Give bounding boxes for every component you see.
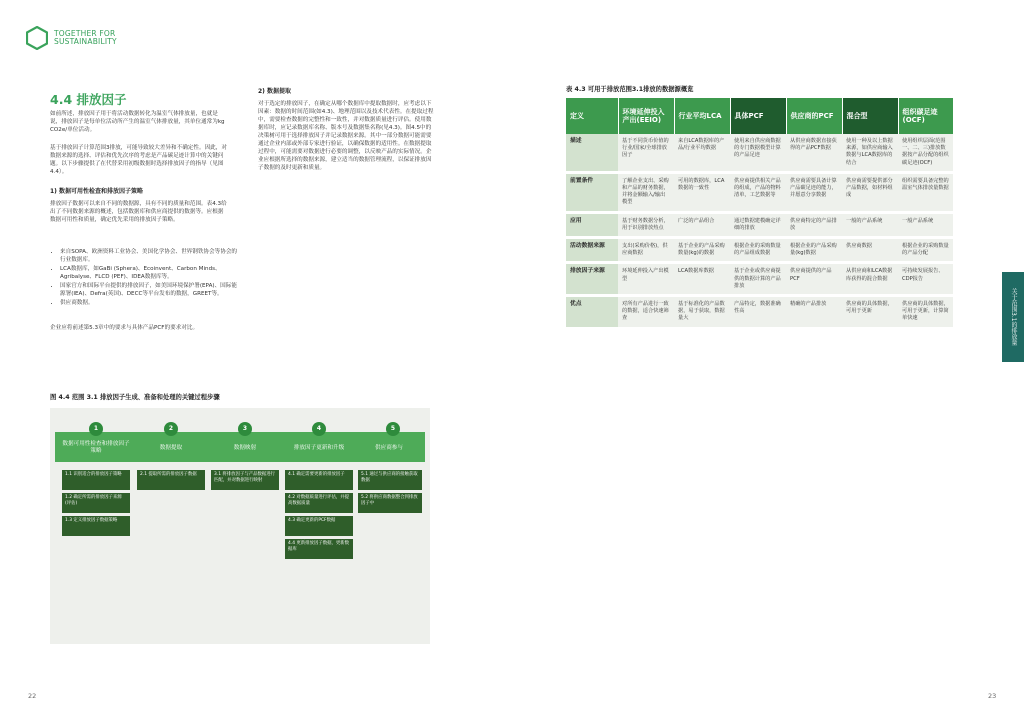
hexagon-icon (26, 26, 48, 50)
logo-line-1: TOGETHER FOR (54, 29, 116, 38)
table-row (566, 296, 953, 329)
step-head-5: 供应商参与 (375, 444, 403, 451)
step-box-1-2: 1.2 确定所需的排放因子来源(评估) (62, 493, 130, 513)
table-cell: 供应商需要提供部分产品数据，如材料组成 (842, 172, 898, 212)
row-label: 前置条件 (566, 172, 618, 212)
section-title: 4.4 排放因子 (50, 92, 127, 107)
column-header: 供应商的PCF (786, 98, 842, 134)
table-cell: 供应商需要具备计算产品碳足迹的能力，并愿意分享数据 (786, 172, 842, 212)
table-cell: 可持续发展报告、CDP报告 (898, 263, 953, 296)
step-box-2-1: 2.1 提取所需的排放因子数据 (137, 470, 205, 490)
column-header: 定义 (566, 98, 618, 134)
column2-paragraph: 对于选定的排放因子，在确定从哪个数据库中提取数据时，应考虑以下因素：数据的时间范围(如4.3)、地理范围以及技术代表性。在提取过程中，需要检查数据的完整性和一致性，并对数据质量进行评估。使用数据库时，应记录数据库名称、版本号及数据集名称(见4.3)。图4.5中的决策树可用于选择排放因子并记录数据来源。其中一部分数据可能需要通过企业内部或外部专家进行验证，以确保数据的适用性。在数据提取过程中，可能需要对数据进行必要的调整，以反映产品的实际情况。企业应根据所选择的数据来源，建立适当的数据管理流程，以保证排放因子数据的及时更新和质量。 (258, 101, 434, 171)
column-header: 环境延伸投入产出(EEIO) (618, 98, 674, 134)
paragraph-3: 排放因子数据可以来自不同的数据源，具有不同的质量和范围。表4.3给出了不同数据来源的概述，包括数据库和供应商提供的数据等。应根据数据可用性和质量，确定优先采用的排放因子策略。 (50, 201, 227, 223)
step-number-4: 4 (312, 422, 326, 436)
table-row (566, 238, 953, 263)
row-label: 应用 (566, 212, 618, 237)
step-head-1: 数据可用性检查和排放因子策略 (62, 441, 130, 454)
row-label: 活动数据来源 (566, 238, 618, 263)
table-row (566, 172, 953, 212)
step-number-3: 3 (238, 422, 252, 436)
bullet-list (50, 248, 238, 308)
step-box-5-2: 5.2 将供应商数据整合到排放因子中 (358, 493, 422, 513)
table-cell: 基于财务数据分析，用于识别排放热点 (618, 212, 674, 237)
table-cell: 使用组织层面(范围一、二、三)排放数据按产品分配的组织碳足迹(OCF) (898, 134, 953, 172)
step-box-1-1: 1.1 识别适合的排放因子策略 (62, 470, 130, 490)
data-source-table (566, 98, 954, 330)
page-number-left: 22 (28, 692, 37, 700)
table-header-row (566, 98, 953, 134)
step-box-1-3: 1.3 定义排放因子数据策略 (62, 516, 130, 536)
table-cell: 根据企业的产品采购量(kg)数据 (786, 238, 842, 263)
logo-text (54, 30, 117, 46)
step-number-2: 2 (164, 422, 178, 436)
step-head-2: 数据提取 (159, 444, 183, 451)
table-cell: 供应商的具体数据，可用于更新，计算简单快速 (898, 296, 953, 329)
table-cell: 从供应商数据直接获得的产品PCF数据 (786, 134, 842, 172)
table-cell: 基于不同货币价值的行业/国家/全球排放因子 (618, 134, 674, 172)
table-cell: 供应商特定的产品排放 (786, 212, 842, 237)
table-cell: 来自LCA数据库的产品/行业平均数据 (674, 134, 730, 172)
table-cell: 根据企业的采购数量的产品组成数据 (730, 238, 786, 263)
logo-line-2: SUSTAINABILITY (54, 37, 117, 46)
table-cell: 环境延伸投入产出模型 (618, 263, 674, 296)
step-box-5-1: 5.1 通过与供应商的接触获取数据 (358, 470, 422, 490)
table-cell: 了解企业支出、采购和产品的财务数据，并将金额输入/输出模型 (618, 172, 674, 212)
bullet-item: • 来自SOPA、欧洲资料工业协会、美国化学协会、世界钢铁协会等协会的行业数据库。 (60, 248, 238, 264)
table-cell: 组织需要具备完整的温室气体排放量数据 (898, 172, 953, 212)
table-cell: 根据企业的采购数量的产品分配 (898, 238, 953, 263)
column-header: 混合型 (842, 98, 898, 134)
table-cell: 使用一种及以上数据来源，如供应商输入数据与LCA数据库的结合 (842, 134, 898, 172)
bullet-item: • LCA数据库，如GaBi (Sphera)、Ecoinvent、Carbon Minds、Agribalyse、FLCD (PEF)、IDEA数据库等。 (60, 265, 238, 281)
row-label: 排放因子来源 (566, 263, 618, 296)
table-cell: 供应商提供的产品PCF (786, 263, 842, 296)
bullet-item: • 国家官方和国际平台提供的排放因子，如美国环境保护署(EPA)、国际能源署(IEA)、Defra(英国)、DECC等平台发布的数据，GREET等。 (60, 282, 238, 298)
table-cell: 供应商提供相关产品的组成，产品的物料清单，工艺数据等 (730, 172, 786, 212)
table-row (566, 263, 953, 296)
table-cell: 通过数据建模确定详细的排放 (730, 212, 786, 237)
table-cell: 产品特定，数据准确性高 (730, 296, 786, 329)
table-cell: 基于企业的产品采购数量(kg)的数据 (674, 238, 730, 263)
table-cell: 对所有产品进行一致的数据，适合快速筛查 (618, 296, 674, 329)
table-cell: 使用来自供应商数据的专门数据模型计算的产品足迹 (730, 134, 786, 172)
table-cell: LCA数据库数据 (674, 263, 730, 296)
table-cell: 精确的产品排放 (786, 296, 842, 329)
table-cell: 一般的产品系统 (842, 212, 898, 237)
table-row (566, 134, 953, 172)
logo (26, 26, 117, 50)
step-head-3: 数据映射 (233, 444, 257, 451)
step-box-4-1: 4.1 确定需要更新的排放因子 (285, 470, 353, 490)
page-number-right: 23 (988, 692, 997, 700)
table-cell: 广泛的产品组合 (674, 212, 730, 237)
table-title: 表 4.3 可用于排放范围3.1排放的数据源概览 (566, 86, 694, 93)
paragraph-2: 基于排放因子计算范围3排放，可能导致较大差异和不确定性。因此，对数据来源的选择、评估和优先次序的考虑是产品碳足迹计算中的关键问题。以下步骤提供了在代替采用初级数据时选择排放因子的指导（见图4.4）。 (50, 145, 227, 175)
table-cell: 基于企业或供应商提供的数据计算的产品排放 (730, 263, 786, 296)
row-label: 优点 (566, 296, 618, 329)
subhead-2: 2) 数据提取 (258, 88, 292, 95)
table-cell: 可用的数据库，LCA数据的一致性 (674, 172, 730, 212)
column-header: 行业平均LCA (674, 98, 730, 134)
table-cell: 从供应商和LCA数据库获得的混合数据 (842, 263, 898, 296)
step-box-4-3: 4.3 确定更新的PCF数据 (285, 516, 353, 536)
intro-paragraph: 如前所述，排放因子用于将活动数据转化为温室气体排放量，也就是说，排放因子是每单位活动所产生的温室气体排放量，其单位通常为kg CO2e/单位活动。 (50, 111, 225, 133)
row-label: 描述 (566, 134, 618, 172)
table-cell: 一般产品系统 (898, 212, 953, 237)
paragraph-4: 企业应将前述第5.3章中的要求与具体产品PCF的要求对比。 (50, 325, 199, 331)
figure-title: 图 4.4 范围 3.1 排放因子生成、准备和处理的关键过程步骤 (50, 394, 220, 401)
subhead-1: 1) 数据可用性检查和排放因子策略 (50, 188, 144, 195)
step-number-1: 1 (89, 422, 103, 436)
table-cell: 支出(采购价格)，供应商数据 (618, 238, 674, 263)
step-box-4-2: 4.2 对数据质量进行评估，并提高数据质量 (285, 493, 353, 513)
column-header: 具体PCF (730, 98, 786, 134)
table-cell: 基于标准化的产品数据，易于获取，数据量大 (674, 296, 730, 329)
chapter-side-tab[interactable]: 关于范围3.1的排放量 (1002, 272, 1024, 362)
step-number-5: 5 (386, 422, 400, 436)
step-box-4-4: 4.4 更新排放因子数据，更新数据库 (285, 539, 353, 559)
table-row (566, 212, 953, 237)
step-box-3-1: 3.1 将排放因子与产品数据进行匹配，并对数据进行映射 (211, 470, 279, 490)
column-header: 组织碳足迹(OCF) (898, 98, 953, 134)
step-head-4: 排放因子更新和升级 (293, 444, 345, 451)
bullet-item: • 供应商数据。 (60, 299, 238, 307)
table-cell: 供应商的具体数据，可用于更新 (842, 296, 898, 329)
table-cell: 供应商数据 (842, 238, 898, 263)
